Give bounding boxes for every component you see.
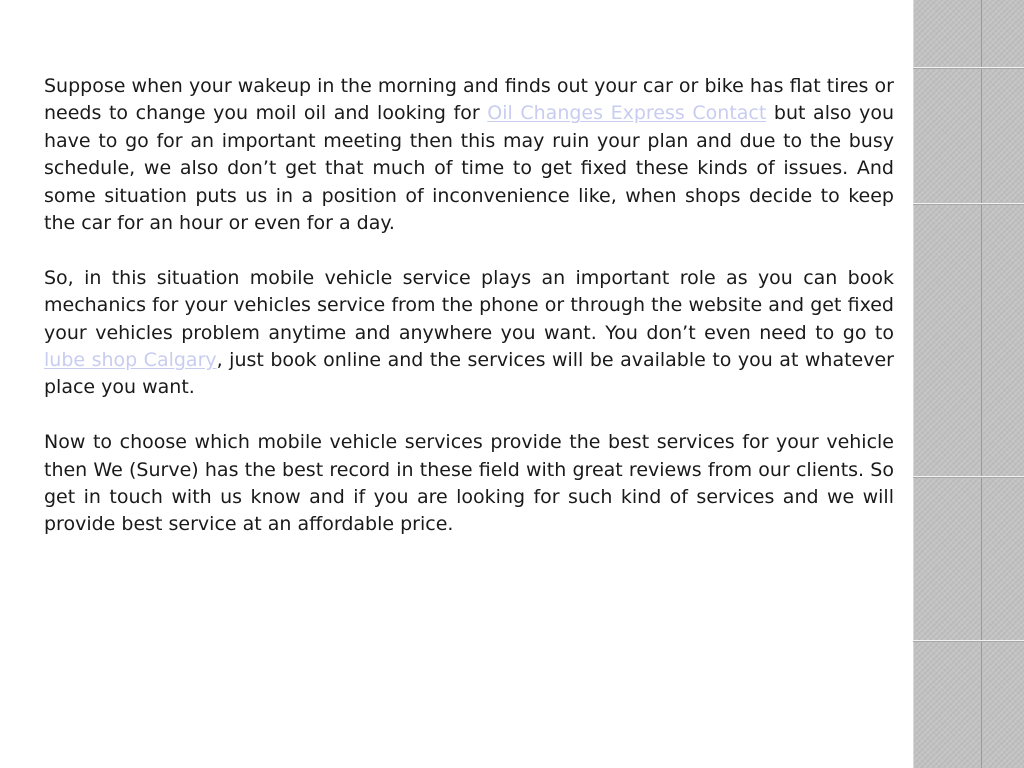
oil-changes-express-contact-link[interactable]: Oil Changes Express Contact xyxy=(487,102,767,125)
paragraph-3: Now to choose which mobile vehicle services provide the best services for your vehicle then We (Surve) has the best record in these field with great reviews from our clients. So get in touch with us know and if you are looking for such kind of services and we will provide best service at an affordable price. xyxy=(44,431,894,536)
paragraph-1-text-before: Suppose when your wakeup in the morning and finds out your car or bike has flat tires or needs to change you moil oil and looking for xyxy=(44,75,894,125)
side-panel-divider-3 xyxy=(913,476,1024,477)
paragraph-2 xyxy=(44,265,894,402)
lube-shop-calgary-link[interactable]: lube shop Calgary xyxy=(44,349,217,372)
side-panel-vertical-divider xyxy=(981,0,982,768)
side-panel-divider-2 xyxy=(913,203,1024,204)
side-panel-divider-1 xyxy=(913,67,1024,68)
paragraph-2-text-after: , just book online and the services will be available to you at whatever place you want. xyxy=(44,349,894,399)
paragraph-1 xyxy=(44,73,894,237)
decorative-side-panel xyxy=(913,0,1024,768)
body-text xyxy=(44,73,894,566)
paragraph-2-text-before: So, in this situation mobile vehicle service plays an important role as you can book mechanics for your vehicles service from the phone or through the website and get fixed your vehicles problem anytime and anywhere you want. You don’t even need to go to xyxy=(44,266,894,344)
paragraph-1-text-after: but also you have to go for an important meeting then this may ruin your plan and due to the busy schedule, we also don’t get that much of time to get fixed these kinds of issues. And some situation puts us in a position of inconvenience like, when shops decide to keep the car for an hour or even for a day. xyxy=(44,102,894,235)
side-panel-divider-4 xyxy=(913,640,1024,641)
